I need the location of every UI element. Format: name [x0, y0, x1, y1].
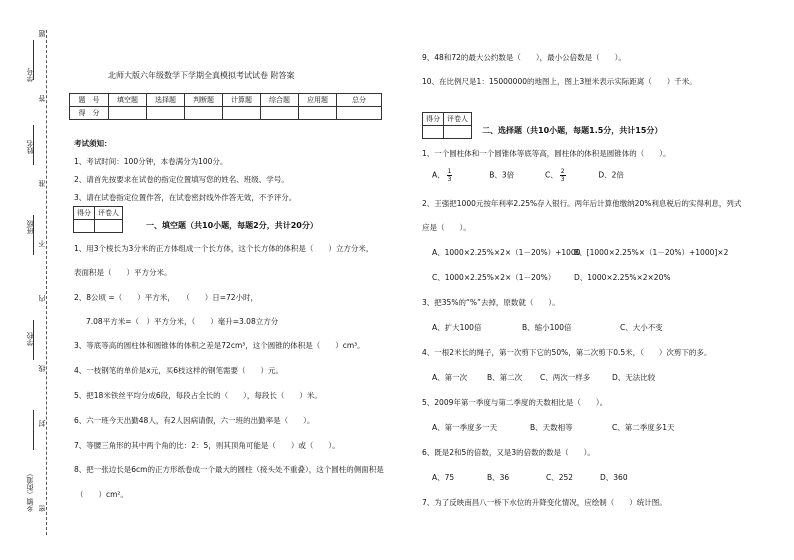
student-id-label: 学号 — [26, 68, 34, 82]
score-header: 计算题 — [223, 94, 261, 107]
fraction — [560, 168, 566, 183]
score-cell[interactable] — [147, 107, 185, 120]
margin-char: 内 — [38, 295, 46, 302]
fraction-numerator: 2 — [560, 168, 565, 175]
question-line: 8、把一张边长是6cm的正方形纸卷成一个最大的圆柱（接头处不重叠），这个圆柱的侧面积是 — [74, 465, 384, 474]
question-line: （ ）cm²。 — [76, 490, 128, 499]
option-label: C、252 — [546, 473, 574, 482]
score-cell[interactable] — [261, 107, 299, 120]
option-label: B、第二次 — [487, 373, 523, 382]
section1-heading: 一、填空题（共10小题，每题2分，共计20分） — [146, 221, 318, 230]
school-label: 学校 — [26, 332, 34, 346]
question-line: 6、既是2和5的倍数，又是3的倍数的数是（ ）。 — [422, 448, 595, 457]
question-line: 2、王强把1000元按年利率2.25%存入银行。两年后计算他缴纳20%利息税后的实得利息，列式 — [422, 199, 742, 208]
name-label: 姓名 — [26, 140, 34, 154]
option-label: C、大小不变 — [620, 323, 663, 332]
margin-char: 密 — [38, 505, 46, 512]
margin-char: 答 — [38, 95, 46, 102]
score-cell[interactable] — [299, 107, 337, 120]
question-line: 3、把35%的“%”去掉，原数就（ ）。 — [422, 298, 560, 307]
notice-item: 2、请首先按要求在试卷的指定位置填写您的姓名、班级、学号。 — [74, 175, 289, 184]
option-label: C、1000×2.25%×2×（1－20%） — [432, 273, 556, 282]
question-line: 2、8公顷 =（ ）平方米， （ ）日=72小时， — [74, 293, 259, 302]
question-line: 7.08平方米=（ ）平方分米，（ ）毫升=3.08立方分 — [86, 317, 279, 326]
question-line: 5、2009年第一季度与第二季度的天数相比是（ ）。 — [422, 398, 608, 407]
margin-char: 准 — [38, 180, 46, 187]
option-label: C、第二季度多1天 — [612, 423, 675, 432]
score-cell[interactable] — [223, 107, 261, 120]
scorer-reviewer-label: 评卷人 — [95, 207, 123, 220]
option-label: B、[1000×2.25%×（1－20%）+1000]×2 — [574, 248, 729, 257]
scorer-cell[interactable] — [444, 126, 472, 139]
option-label: D、无法比较 — [612, 373, 656, 382]
option-label: B、36 — [487, 473, 510, 482]
seal-line — [46, 30, 47, 535]
question-line: 4、一枝钢笔的单价是x元，买6枝这样的钢笔需要（ ）元。 — [74, 366, 283, 375]
question-line: 4、一根2米长的绳子，第一次剪下它的50%，第二次剪下0.5米，（ ）次剪下的多。 — [422, 348, 712, 357]
question-line: 1、用3个棱长为3分米的正方体组成一个长方体，这个长方体的体积是（ ）立方分米， — [74, 244, 374, 253]
question-line: 9、48和72的最大公约数是（ ），最小公倍数是（ ）。 — [422, 53, 626, 62]
margin-char: 线 — [38, 365, 46, 372]
scorer-box — [422, 112, 472, 139]
notice-item: 3、请在试卷指定位置作答，在试卷密封线外作答无效，不予评分。 — [74, 193, 297, 202]
option-label: C、两次一样多 — [540, 373, 591, 382]
scorer-box — [73, 206, 123, 233]
notice-item: 1、考试时间：100分钟，本卷满分为100分。 — [74, 157, 228, 166]
score-cell[interactable] — [337, 107, 382, 120]
option-label: A、扩大100倍 — [432, 323, 482, 332]
scorer-score-label: 得分 — [423, 113, 444, 126]
question-line: 6、六一班今天出勤48人，有2人因病请假，六一班的出勤率是（ ）。 — [74, 416, 315, 425]
fraction-denominator: 3 — [560, 176, 565, 183]
section2-heading: 二、选择题（共10小题，每题1.5分，共计15分） — [482, 126, 663, 135]
town-label: 乡镇（街道） — [26, 470, 34, 512]
option-label: D、360 — [600, 473, 628, 482]
margin-char: 题 — [38, 30, 46, 37]
option-label: A、75 — [432, 473, 455, 482]
score-header: 选择题 — [147, 94, 185, 107]
score-cell[interactable] — [109, 107, 147, 120]
score-header: 综合题 — [261, 94, 299, 107]
fraction-denominator: 3 — [447, 176, 452, 183]
page-title: 北师大版六年级数学下学期全真模拟考试试卷 附答案 — [108, 71, 295, 80]
option-label: B、缩小100倍 — [522, 323, 572, 332]
scorer-cell[interactable] — [95, 220, 123, 233]
option-label: A、 — [432, 170, 445, 180]
score-header: 判断题 — [185, 94, 223, 107]
option-label: C、 — [544, 170, 558, 180]
score-row-label: 得 分 — [70, 107, 109, 120]
question-line: 3、等底等高的圆柱体和圆锥体的体积之差是72cm³，这个圆锥的体积是（ ）cm³。 — [74, 341, 365, 350]
scorer-cell[interactable] — [74, 220, 95, 233]
question-line: 10、在比例尺是1：15000000的地图上，图上3厘米表示实际距离（ ）千米。 — [422, 77, 697, 86]
scorer-reviewer-label: 评卷人 — [444, 113, 472, 126]
fraction-numerator: 1 — [447, 168, 452, 175]
question-line: 7、为了反映南昌八一桥下水位的升降变化情况，应绘制（ ）统计图。 — [422, 498, 667, 507]
option-label: B、天数相等 — [530, 423, 573, 432]
score-header: 题 号 — [70, 94, 109, 107]
score-header: 应用题 — [299, 94, 337, 107]
option-label: B、3倍 — [489, 170, 515, 180]
question-line: 应是（ ）。 — [422, 223, 471, 232]
question-line: 7、等腰三角形的其中两个角的比：2：5，则其顶角可能是（ ）或（ ）。 — [74, 441, 340, 450]
class-label: 班级 — [26, 220, 34, 234]
notice-heading: 考试须知： — [74, 139, 112, 148]
option-label: D、1000×2.25%×2×20% — [574, 273, 671, 282]
option-label: D、2倍 — [598, 170, 624, 180]
score-header: 填空题 — [109, 94, 147, 107]
scorer-score-label: 得分 — [74, 207, 95, 220]
name-line — [33, 410, 34, 450]
fraction — [447, 168, 453, 183]
score-table — [69, 93, 382, 120]
option-label: A、第一次 — [432, 373, 468, 382]
option-label: A、第一季度多一天 — [432, 423, 498, 432]
score-header: 总分 — [337, 94, 382, 107]
question-line: 表面积是（ ）平方分米。 — [74, 268, 172, 277]
option-label: A、1000×2.25%×2×（1－20%）+1000 — [432, 248, 581, 257]
option-row — [432, 168, 624, 183]
question-line: 5、把18米铁丝平均分成6段，每段占全长的（ ），每段长（ ）米。 — [74, 391, 322, 400]
question-line: 1、一个圆柱体和一个圆锥体等底等高，圆柱体的体积是圆锥体的（ ）。 — [422, 149, 671, 158]
score-cell[interactable] — [185, 107, 223, 120]
scorer-cell[interactable] — [423, 126, 444, 139]
margin-char: 封 — [38, 420, 46, 427]
margin-char: 不 — [38, 240, 46, 247]
